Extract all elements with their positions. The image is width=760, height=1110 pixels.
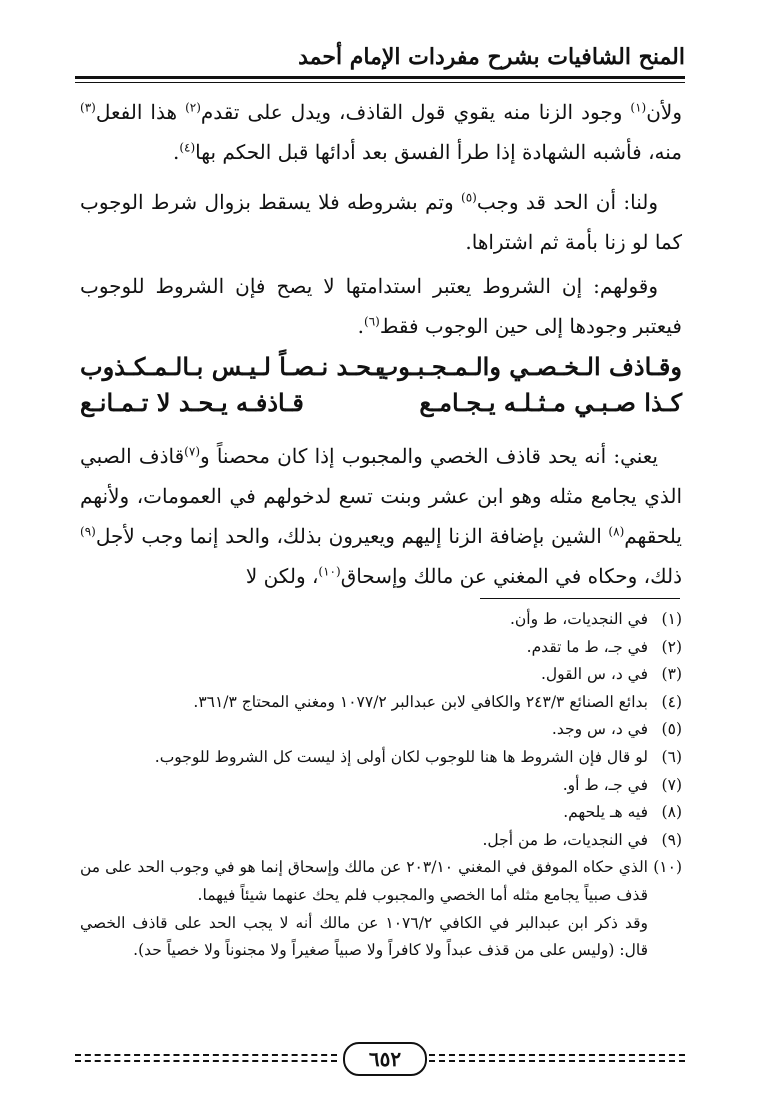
header-rule-thick <box>75 76 685 79</box>
footnote-ref-7[interactable]: (٧) <box>184 444 200 459</box>
verse-1-first-hemistich: وقـاذف الـخـصـي والـمـجـبـوب <box>375 352 682 381</box>
footnote-item: (٨) فيه هـ يلحهم. <box>563 803 682 822</box>
footnote-item: (١٠) الذي حكاه الموفق في المغني ٢٠٣/١٠ عن مالك وإسحاق إنما هو في وجوب الحد على من قذف صبياً يجامع مثله أما الخصي والمجبوب فلم يحك عنهما شيئاً فيهما. <box>80 858 682 904</box>
footer-rule-left <box>75 1054 337 1056</box>
footnote-separator <box>480 598 680 599</box>
paragraph-1: ولأن$^{(١)}$ وجود الزنا منه يقوي قول القاذف، ويدل على تقدم$^{(٢)}$ هذا الفعل$^{(٣)}$ منه، فأشبه الشهادة إذا طرأ الفسق بعد أدائها قبل الحكم بها$^{(٤)}$. <box>80 100 682 164</box>
verse-line-2 <box>80 388 682 428</box>
page-number: ٦٥٢ <box>343 1042 427 1076</box>
footnote-ref-10[interactable]: (١٠) <box>318 564 341 579</box>
verse-line-1 <box>80 352 682 392</box>
footnote-ref-1[interactable]: (١) <box>630 100 647 115</box>
footnote-ref-2[interactable]: (٢) <box>185 100 201 115</box>
header-title: المنح الشافيات بشرح مفردات الإمام أحمد <box>298 44 685 70</box>
footnote-ref-5[interactable]: (٥) <box>461 190 477 205</box>
running-header <box>75 40 685 86</box>
verse-2-second-hemistich: قـاذفـه يـحـد لا تـمـانـع <box>80 388 304 417</box>
footnote-ref-8[interactable]: (٨) <box>608 524 625 539</box>
paragraph-3: وقولهم: إن الشروط يعتبر استدامتها لا يصح فإن الشروط للوجوب فيعتبر وجودها إلى حين الوجوب فقط$^{(٦)}$. <box>80 274 682 338</box>
footnote-continuation: وقد ذكر ابن عبدالبر في الكافي ١٠٧٦/٢ عن مالك أنه لا يجب الحد على قاذف الخصي قال: (وليس على من قذف عبداً ولا كافراً ولا صبياً صغيراً ولا مجنوناً ولا خصياً حد). <box>80 913 648 960</box>
footnotes <box>80 606 682 965</box>
footer-rule-right <box>429 1054 685 1056</box>
verse-1-second-hemistich: يـحـد نـصـاً لـيـس بـالـمـكـذوب <box>80 352 386 381</box>
footnote-item: (٣) في د، س القول. <box>540 665 682 684</box>
footnote-item: (٩) في النجديات، ط من أجل. <box>482 830 682 849</box>
footnote-item: (٥) في د، س وجد. <box>551 720 682 739</box>
footer-rule-right-2 <box>429 1060 685 1062</box>
verse-2-first-hemistich: كـذا صـبـي مـثـلـه يـجـامـع <box>419 388 682 417</box>
paragraph-2: ولنا: أن الحد قد وجب$^{(٥)}$ وتم بشروطه فلا يسقط بزوال شرط الوجوب كما لو زنا بأمة ثم اشتراها. <box>80 190 682 254</box>
footnote-ref-6[interactable]: (٦) <box>364 314 380 329</box>
footnote-item: (٤) بدائع الصنائع ٢٤٣/٣ والكافي لابن عبدالبر ١٠٧٧/٢ ومغني المحتاج ٣٦١/٣. <box>193 692 682 711</box>
footnote-ref-9[interactable]: (٩) <box>80 524 96 539</box>
header-rule-thin <box>75 82 685 83</box>
footnote-item: (٦) لو قال فإن الشروط ها هنا للوجوب لكان أولى إذ ليست كل الشروط للوجوب. <box>154 747 682 766</box>
footnote-item: (١) في النجديات، ط وأن. <box>509 610 682 628</box>
footnote-ref-4[interactable]: (٤) <box>179 140 196 155</box>
paragraph-4: يعني: أنه يحد قاذف الخصي والمجبوب إذا كان محصناً و$^{(٧)}$قاذف الصبي الذي يجامع مثله وهو ابن عشر وبنت تسع لدخولهم في العمومات، ولأنهم يلحقهم$^{(٨)}$ الشين بإضافة الزنا إليهم ويعيرون بذلك، والحد إنما وجب لأجل$^{(٩)}$ ذلك، وحكاه في المغني عن مالك وإسحاق$^{(١٠)}$، ولكن لا <box>80 444 682 588</box>
footnote-item: (٧) في جـ، ط أو. <box>562 775 682 794</box>
footnote-item: (٢) في جـ، ط ما تقدم. <box>526 637 682 656</box>
page-footer <box>75 1040 685 1080</box>
footnote-ref-3[interactable]: (٣) <box>80 100 96 115</box>
footer-rule-left-2 <box>75 1060 337 1062</box>
